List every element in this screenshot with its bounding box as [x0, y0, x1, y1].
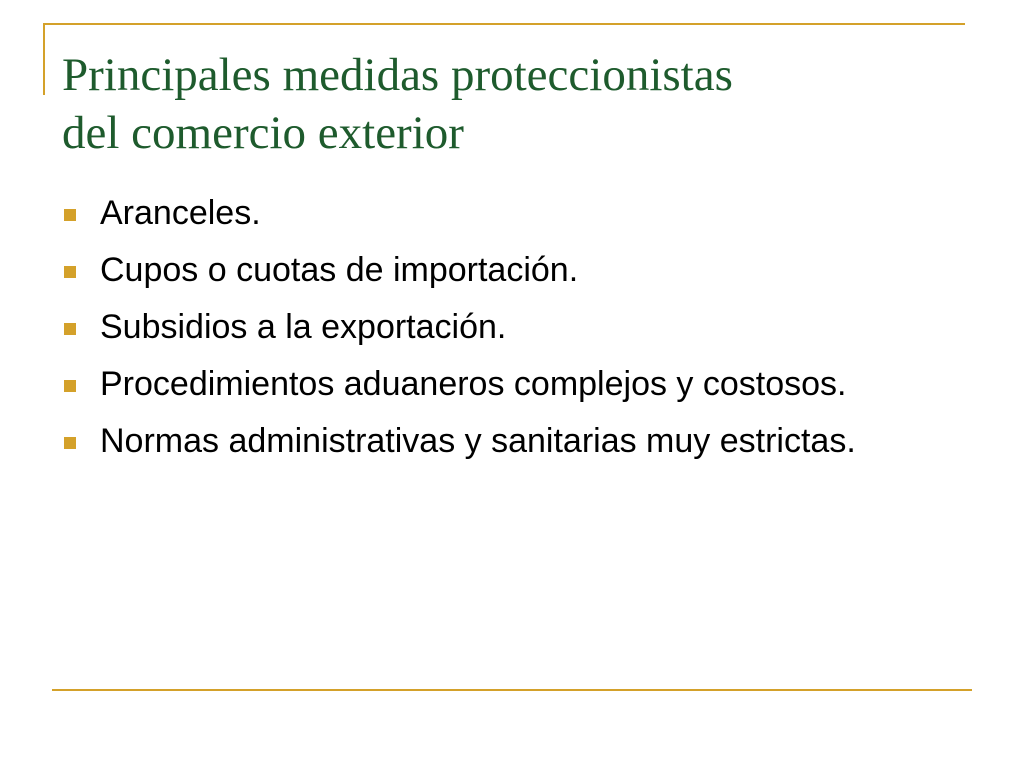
square-bullet-icon: [64, 437, 76, 449]
left-border-line: [43, 23, 45, 95]
bullet-text: Normas administrativas y sanitarias muy estrictas.: [100, 422, 856, 460]
bullet-text: Procedimientos aduaneros complejos y costosos.: [100, 365, 847, 403]
top-border-line: [43, 23, 965, 25]
square-bullet-icon: [64, 266, 76, 278]
bullet-list: [62, 192, 922, 477]
bullet-text: Cupos o cuotas de importación.: [100, 251, 579, 289]
bullet-text: Subsidios a la exportación.: [100, 308, 507, 346]
bottom-border-line: [52, 689, 972, 691]
bullet-item: [62, 249, 922, 291]
bullet-item: [62, 306, 922, 348]
slide-title-line-1: Principales medidas proteccionistas: [62, 49, 733, 101]
bullet-text: Aranceles.: [100, 194, 261, 232]
slide-title-line-2: del comercio exterior: [62, 107, 464, 159]
square-bullet-icon: [64, 209, 76, 221]
slide-title: [62, 46, 962, 162]
bullet-item: [62, 363, 922, 405]
bullet-item: [62, 420, 922, 462]
square-bullet-icon: [64, 380, 76, 392]
bullet-item: [62, 192, 922, 234]
square-bullet-icon: [64, 323, 76, 335]
